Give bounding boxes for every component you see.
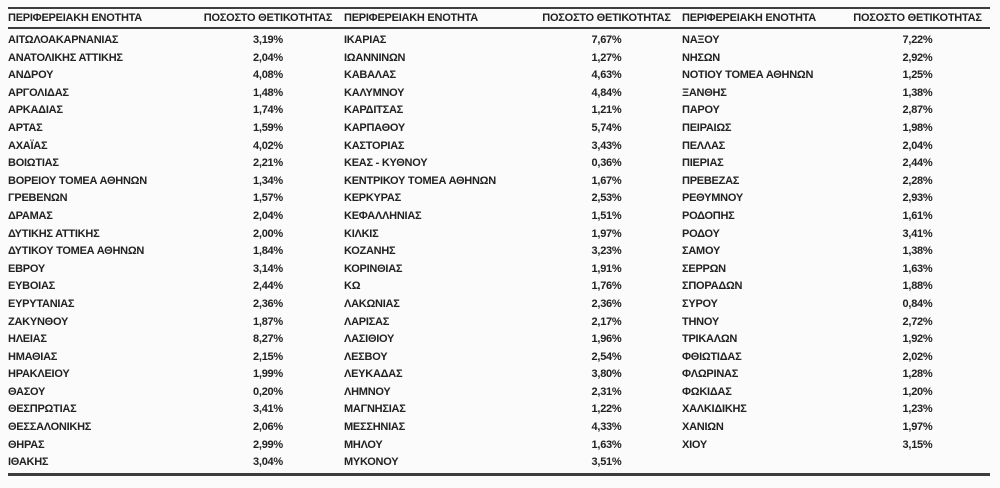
positivity-value-cell: 1,23% xyxy=(902,403,933,416)
table-row xyxy=(344,120,674,138)
positivity-value-cell: 4,84% xyxy=(591,86,622,99)
region-name-cell: ΧΙΟΥ xyxy=(682,438,707,451)
table-column-group-1 xyxy=(8,32,338,472)
positivity-value-cell: 1,61% xyxy=(902,209,933,222)
table-row xyxy=(8,314,338,332)
region-name-cell: ΞΑΝΘΗΣ xyxy=(682,86,727,99)
table-body xyxy=(8,29,990,472)
region-name-cell: ΛΗΜΝΟΥ xyxy=(344,385,391,398)
table-row xyxy=(682,437,995,455)
region-name-cell: ΜΑΓΝΗΣΙΑΣ xyxy=(344,403,406,416)
header-group-2 xyxy=(344,11,674,26)
positivity-value-cell: 3,23% xyxy=(591,245,622,258)
table-row xyxy=(682,296,995,314)
region-name-cell: ΦΛΩΡΙΝΑΣ xyxy=(682,368,739,381)
region-name-cell: ΦΘΙΩΤΙΔΑΣ xyxy=(682,350,742,363)
region-name-cell: ΝΗΣΩΝ xyxy=(682,51,721,64)
region-name-cell: ΜΥΚΟΝΟΥ xyxy=(344,456,399,469)
positivity-value-cell: 0,84% xyxy=(902,297,933,310)
positivity-value-cell: 1,91% xyxy=(591,262,622,275)
table-row xyxy=(682,85,995,103)
table-row xyxy=(682,243,995,261)
table-row xyxy=(344,384,674,402)
positivity-value-cell: 2,54% xyxy=(591,350,622,363)
table-row xyxy=(344,32,674,50)
table-row xyxy=(8,173,338,191)
region-name-cell: ΙΘΑΚΗΣ xyxy=(8,456,49,469)
region-name-cell: ΣΕΡΡΩΝ xyxy=(682,262,726,275)
region-name-cell: ΝΟΤΙΟΥ ΤΟΜΕΑ ΑΘΗΝΩΝ xyxy=(682,69,814,82)
positivity-value-cell: 2,00% xyxy=(253,227,283,240)
region-name-cell: ΚΕΦΑΛΛΗΝΙΑΣ xyxy=(344,209,422,222)
positivity-value-cell: 1,63% xyxy=(902,262,933,275)
region-column-header: ΠΕΡΙΦΕΡΕΙΑΚΗ ΕΝΟΤΗΤΑ xyxy=(344,12,479,24)
region-name-cell: ΑΝΑΤΟΛΙΚΗΣ ΑΤΤΙΚΗΣ xyxy=(8,51,123,64)
region-name-cell: ΒΟΙΩΤΙΑΣ xyxy=(8,157,59,170)
table-row xyxy=(8,331,338,349)
region-name-cell: ΠΕΛΛΑΣ xyxy=(682,139,725,152)
region-name-cell: ΗΛΕΙΑΣ xyxy=(8,333,47,346)
positivity-value-cell: 3,41% xyxy=(902,227,933,240)
region-name-cell: ΛΑΡΙΣΑΣ xyxy=(344,315,390,328)
positivity-value-cell: 1,84% xyxy=(253,245,283,258)
region-name-cell: ΛΕΥΚΑΔΑΣ xyxy=(344,368,403,381)
region-name-cell: ΚΑΡΠΑΘΟΥ xyxy=(344,121,405,134)
region-name-cell: ΡΕΘΥΜΝΟΥ xyxy=(682,192,743,205)
table-row xyxy=(8,296,338,314)
region-column-header: ΠΕΡΙΦΕΡΕΙΑΚΗ ΕΝΟΤΗΤΑ xyxy=(8,12,143,24)
table-row xyxy=(344,437,674,455)
table-row xyxy=(8,454,338,472)
positivity-value-cell: 3,19% xyxy=(253,34,283,46)
region-name-cell: ΚΑΣΤΟΡΙΑΣ xyxy=(344,139,405,152)
table-row xyxy=(8,401,338,419)
region-name-cell: ΚΕΝΤΡΙΚΟΥ ΤΟΜΕΑ ΑΘΗΝΩΝ xyxy=(344,174,496,187)
positivity-value-cell: 5,74% xyxy=(591,121,622,134)
table-row xyxy=(344,331,674,349)
positivity-column-header: ΠΟΣΟΣΤΟ ΘΕΤΙΚΟΤΗΤΑΣ xyxy=(542,12,671,24)
table-header-row xyxy=(8,9,990,29)
table-row xyxy=(682,384,995,402)
positivity-value-cell: 3,15% xyxy=(902,438,933,451)
table-row xyxy=(8,384,338,402)
positivity-value-cell: 2,93% xyxy=(902,192,933,205)
table-row xyxy=(344,208,674,226)
positivity-value-cell: 2,36% xyxy=(591,297,622,310)
table-row xyxy=(682,67,995,85)
region-name-cell: ΚΟΖΑΝΗΣ xyxy=(344,245,396,258)
table-row xyxy=(8,138,338,156)
region-column-header: ΠΕΡΙΦΕΡΕΙΑΚΗ ΕΝΟΤΗΤΑ xyxy=(682,12,817,24)
region-name-cell: ΛΑΣΙΘΙΟΥ xyxy=(344,333,395,346)
table-row xyxy=(344,296,674,314)
region-name-cell: ΧΑΛΚΙΔΙΚΗΣ xyxy=(682,403,747,416)
positivity-value-cell: 4,02% xyxy=(253,139,283,152)
region-name-cell: ΤΡΙΚΑΛΩΝ xyxy=(682,333,738,346)
table-row xyxy=(8,32,338,50)
region-name-cell: ΚΑΡΔΙΤΣΑΣ xyxy=(344,104,403,117)
table-row xyxy=(682,102,995,120)
table-row xyxy=(344,102,674,120)
table-row xyxy=(344,366,674,384)
table-row xyxy=(344,401,674,419)
region-name-cell: ΧΑΝΙΩΝ xyxy=(682,421,724,434)
positivity-value-cell: 2,28% xyxy=(902,174,933,187)
table-row xyxy=(682,190,995,208)
table-row xyxy=(8,120,338,138)
positivity-value-cell: 4,63% xyxy=(591,69,622,82)
table-row xyxy=(682,208,995,226)
table-row xyxy=(344,314,674,332)
region-name-cell: ΠΕΙΡΑΙΩΣ xyxy=(682,121,732,134)
positivity-value-cell: 2,99% xyxy=(253,438,283,451)
region-name-cell: ΡΟΔΟΠΗΣ xyxy=(682,209,735,222)
region-name-cell: ΦΩΚΙΔΑΣ xyxy=(682,385,732,398)
positivity-value-cell: 1,76% xyxy=(591,280,622,293)
positivity-value-cell: 1,21% xyxy=(591,104,622,117)
table-row xyxy=(682,331,995,349)
positivity-value-cell: 1,59% xyxy=(253,121,283,134)
positivity-column-header: ΠΟΣΟΣΤΟ ΘΕΤΙΚΟΤΗΤΑΣ xyxy=(203,12,333,24)
table-row xyxy=(344,261,674,279)
positivity-value-cell: 2,31% xyxy=(591,385,622,398)
table-row xyxy=(682,226,995,244)
table-row xyxy=(8,261,338,279)
positivity-value-cell: 1,97% xyxy=(591,227,622,240)
table-row xyxy=(344,155,674,173)
table-row xyxy=(8,226,338,244)
region-name-cell: ΚΑΛΥΜΝΟΥ xyxy=(344,86,405,99)
region-name-cell: ΛΑΚΩΝΙΑΣ xyxy=(344,297,400,310)
region-name-cell: ΠΙΕΡΙΑΣ xyxy=(682,157,724,170)
region-name-cell: ΘΑΣΟΥ xyxy=(8,385,46,398)
region-name-cell: ΣΑΜΟΥ xyxy=(682,245,721,258)
region-name-cell: ΕΥΒΟΙΑΣ xyxy=(8,280,56,293)
positivity-value-cell: 2,02% xyxy=(902,350,933,363)
positivity-value-cell: 3,41% xyxy=(253,403,283,416)
table-row xyxy=(682,278,995,296)
positivity-value-cell: 4,33% xyxy=(591,421,622,434)
positivity-value-cell: 1,87% xyxy=(253,315,283,328)
region-name-cell: ΛΕΣΒΟΥ xyxy=(344,350,388,363)
table-row xyxy=(344,190,674,208)
table-row xyxy=(8,67,338,85)
positivity-value-cell: 1,92% xyxy=(902,333,933,346)
region-name-cell: ΚΩ xyxy=(344,280,361,293)
positivity-value-cell: 1,38% xyxy=(902,245,933,258)
positivity-value-cell: 2,21% xyxy=(253,157,283,170)
positivity-value-cell: 2,53% xyxy=(591,192,622,205)
region-name-cell: ΑΧΑΪΑΣ xyxy=(8,139,48,152)
positivity-value-cell: 0,20% xyxy=(253,385,283,398)
table-row xyxy=(682,50,995,68)
positivity-value-cell: 2,44% xyxy=(253,280,283,293)
table-row xyxy=(682,138,995,156)
positivity-value-cell: 1,57% xyxy=(253,192,283,205)
positivity-value-cell: 2,36% xyxy=(253,297,283,310)
table-row xyxy=(344,349,674,367)
positivity-value-cell: 3,51% xyxy=(591,456,622,469)
table-row xyxy=(8,419,338,437)
region-name-cell: ΚΕΑΣ - ΚΥΘΝΟΥ xyxy=(344,157,428,170)
positivity-value-cell: 1,67% xyxy=(591,174,622,187)
table-row xyxy=(682,261,995,279)
region-name-cell: ΚΑΒΑΛΑΣ xyxy=(344,69,396,82)
table-row xyxy=(682,173,995,191)
region-name-cell: ΤΗΝΟΥ xyxy=(682,315,719,328)
table-row xyxy=(8,349,338,367)
positivity-value-cell: 1,38% xyxy=(902,86,933,99)
table-row xyxy=(8,366,338,384)
table-row xyxy=(344,67,674,85)
table-row xyxy=(344,85,674,103)
positivity-value-cell: 2,06% xyxy=(253,421,283,434)
region-name-cell: ΖΑΚΥΝΘΟΥ xyxy=(8,315,69,328)
region-name-cell: ΒΟΡΕΙΟΥ ΤΟΜΕΑ ΑΘΗΝΩΝ xyxy=(8,174,147,187)
region-name-cell: ΙΩΑΝΝΙΝΩΝ xyxy=(344,51,406,64)
positivity-value-cell: 7,67% xyxy=(591,34,622,46)
region-name-cell: ΡΟΔΟΥ xyxy=(682,227,720,240)
positivity-value-cell: 1,51% xyxy=(591,209,622,222)
region-name-cell: ΑΡΚΑΔΙΑΣ xyxy=(8,104,63,117)
positivity-value-cell: 2,92% xyxy=(902,51,933,64)
table-row xyxy=(344,243,674,261)
positivity-value-cell: 3,43% xyxy=(591,139,622,152)
positivity-value-cell: 2,72% xyxy=(902,315,933,328)
table-row xyxy=(682,314,995,332)
positivity-value-cell: 2,04% xyxy=(253,51,283,64)
positivity-value-cell: 2,04% xyxy=(253,209,283,222)
region-name-cell: ΜΕΣΣΗΝΙΑΣ xyxy=(344,421,405,434)
region-name-cell: ΚΟΡΙΝΘΙΑΣ xyxy=(344,262,403,275)
positivity-value-cell: 2,87% xyxy=(902,104,933,117)
positivity-value-cell: 4,08% xyxy=(253,69,283,82)
region-name-cell: ΘΕΣΣΑΛΟΝΙΚΗΣ xyxy=(8,421,92,434)
positivity-value-cell: 1,27% xyxy=(591,51,622,64)
region-name-cell: ΣΠΟΡΑΔΩΝ xyxy=(682,280,743,293)
positivity-value-cell: 1,20% xyxy=(902,385,933,398)
region-name-cell: ΠΡΕΒΕΖΑΣ xyxy=(682,174,740,187)
positivity-value-cell: 2,17% xyxy=(591,315,622,328)
table-row xyxy=(344,278,674,296)
table-row xyxy=(344,454,674,472)
region-name-cell: ΔΡΑΜΑΣ xyxy=(8,209,53,222)
region-name-cell: ΘΗΡΑΣ xyxy=(8,438,45,451)
table-row xyxy=(682,366,995,384)
table-row xyxy=(8,50,338,68)
positivity-value-cell: 8,27% xyxy=(253,333,283,346)
region-name-cell: ΑΝΔΡΟΥ xyxy=(8,69,54,82)
positivity-value-cell: 7,22% xyxy=(902,34,933,46)
positivity-value-cell: 1,25% xyxy=(902,69,933,82)
region-name-cell: ΚΕΡΚΥΡΑΣ xyxy=(344,192,401,205)
positivity-value-cell: 1,28% xyxy=(902,368,933,381)
region-name-cell: ΜΗΛΟΥ xyxy=(344,438,383,451)
table-row xyxy=(344,173,674,191)
table-column-group-2 xyxy=(344,32,674,472)
table-row xyxy=(682,419,995,437)
region-name-cell: ΑΡΤΑΣ xyxy=(8,121,43,134)
header-group-1 xyxy=(8,11,338,26)
region-name-cell: ΓΡΕΒΕΝΩΝ xyxy=(8,192,68,205)
positivity-value-cell: 3,14% xyxy=(253,262,283,275)
positivity-value-cell: 1,22% xyxy=(591,403,622,416)
region-name-cell: ΕΒΡΟΥ xyxy=(8,262,45,275)
region-name-cell: ΔΥΤΙΚΟΥ ΤΟΜΕΑ ΑΘΗΝΩΝ xyxy=(8,245,145,258)
region-name-cell: ΔΥΤΙΚΗΣ ΑΤΤΙΚΗΣ xyxy=(8,227,100,240)
header-group-3 xyxy=(682,11,995,26)
positivity-value-cell: 3,04% xyxy=(253,456,283,469)
positivity-value-cell: 1,48% xyxy=(253,86,283,99)
table-row xyxy=(8,102,338,120)
region-name-cell: ΗΡΑΚΛΕΙΟΥ xyxy=(8,368,70,381)
table-row xyxy=(8,243,338,261)
positivity-value-cell: 1,99% xyxy=(253,368,283,381)
region-name-cell: ΕΥΡΥΤΑΝΙΑΣ xyxy=(8,297,75,310)
positivity-value-cell: 2,04% xyxy=(902,139,933,152)
region-name-cell: ΝΑΞΟΥ xyxy=(682,34,720,46)
table-row xyxy=(682,120,995,138)
table-row xyxy=(344,138,674,156)
positivity-value-cell: 1,63% xyxy=(591,438,622,451)
positivity-value-cell: 2,15% xyxy=(253,350,283,363)
table-row xyxy=(682,401,995,419)
region-name-cell: ΘΕΣΠΡΩΤΙΑΣ xyxy=(8,403,77,416)
region-name-cell: ΠΑΡΟΥ xyxy=(682,104,720,117)
table-row xyxy=(8,190,338,208)
table-column-group-3 xyxy=(682,32,995,472)
table-row xyxy=(8,155,338,173)
table-row xyxy=(682,155,995,173)
table-row xyxy=(682,349,995,367)
positivity-value-cell: 0,36% xyxy=(591,157,622,170)
positivity-value-cell: 1,98% xyxy=(902,121,933,134)
positivity-value-cell: 1,88% xyxy=(902,280,933,293)
region-name-cell: ΗΜΑΘΙΑΣ xyxy=(8,350,58,363)
table-row xyxy=(344,226,674,244)
positivity-value-cell: 1,74% xyxy=(253,104,283,117)
table-row xyxy=(682,32,995,50)
table-row xyxy=(8,278,338,296)
region-name-cell: ΚΙΛΚΙΣ xyxy=(344,227,379,240)
positivity-table xyxy=(8,7,990,476)
table-row xyxy=(8,208,338,226)
region-name-cell: ΑΙΤΩΛΟΑΚΑΡΝΑΝΙΑΣ xyxy=(8,34,119,46)
table-row xyxy=(8,85,338,103)
table-row xyxy=(8,437,338,455)
positivity-value-cell: 1,34% xyxy=(253,174,283,187)
table-row xyxy=(344,50,674,68)
positivity-column-header: ΠΟΣΟΣΤΟ ΘΕΤΙΚΟΤΗΤΑΣ xyxy=(853,12,982,24)
positivity-value-cell: 1,97% xyxy=(902,421,933,434)
positivity-value-cell: 3,80% xyxy=(591,368,622,381)
region-name-cell: ΙΚΑΡΙΑΣ xyxy=(344,34,387,46)
region-name-cell: ΣΥΡΟΥ xyxy=(682,297,718,310)
region-name-cell: ΑΡΓΟΛΙΔΑΣ xyxy=(8,86,69,99)
positivity-value-cell: 1,96% xyxy=(591,333,622,346)
table-row xyxy=(344,419,674,437)
positivity-value-cell: 2,44% xyxy=(902,157,933,170)
